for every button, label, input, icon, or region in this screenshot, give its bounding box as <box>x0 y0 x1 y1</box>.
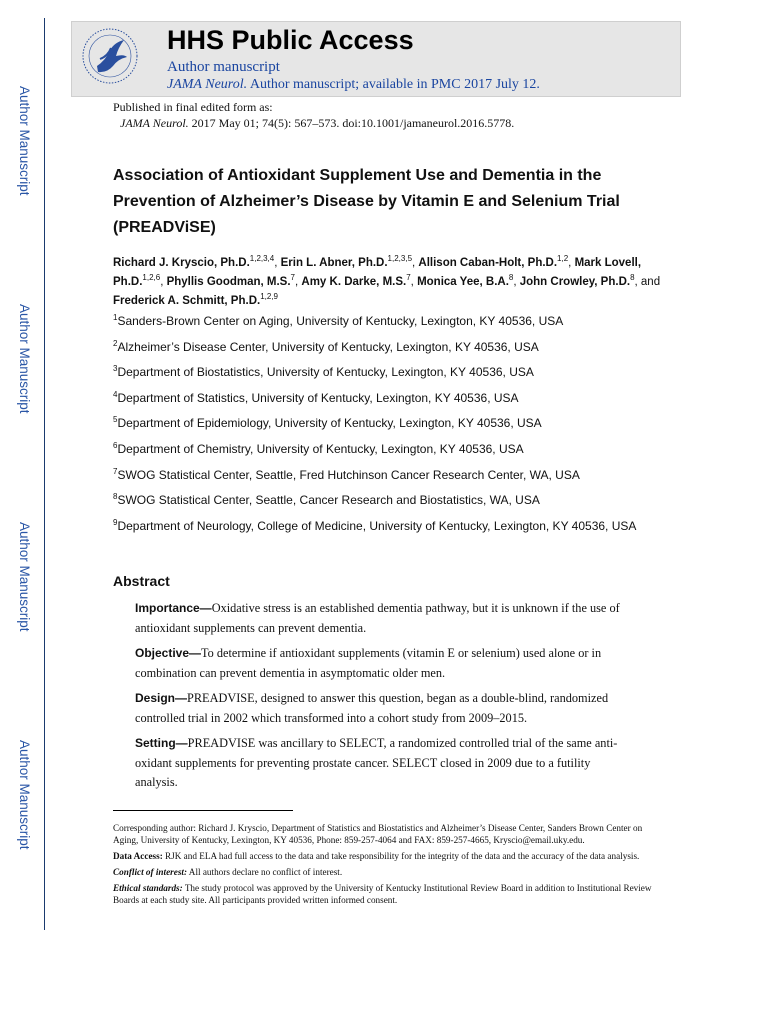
author-name: Richard J. Kryscio, Ph.D. <box>113 257 250 269</box>
footnote-text: The study protocol was approved by the University of Kentucky Institutional Review Board in addition to Institutional Review Boards at each study site. All participants provided written informed consent. <box>113 883 652 905</box>
author-affiliation-marks: 8 <box>508 273 514 283</box>
affiliation-text: SWOG Statistical Center, Seattle, Cancer Research and Biostatistics, WA, USA <box>117 493 540 508</box>
author-list: Richard J. Kryscio, Ph.D.$^{1,2,3,4}$, Erin L. Abner, Ph.D.$^{1,2,3,5}$, Allison Caban-Holt, Ph.D.$^{1,2}$, Mark Lovell, Ph.D.$^{1,2,6}$, Phyllis Goodman, M.S.$^7$, Amy K. Darke, M.S.$^7$, Monica Yee, B.A.$^8$, John Crowley, Ph.D.$^8$, and Frederick A. Schmitt, Ph.D.$^{1,2,9}$ <box>113 254 661 307</box>
affiliation <box>113 517 673 535</box>
affiliation <box>113 312 673 330</box>
footnote <box>113 822 658 846</box>
affiliation-text: Department of Chemistry, University of Kentucky, Lexington, KY 40536, USA <box>117 441 524 456</box>
affiliation-number: 6 <box>113 440 118 450</box>
abstract-section-label: Importance— <box>135 601 212 615</box>
affiliation-number: 4 <box>113 389 118 399</box>
footnote-label: Data Access: <box>113 851 163 861</box>
footnote-divider <box>113 810 293 811</box>
affiliation <box>113 389 673 407</box>
author-affiliation-marks: 1,2,9 <box>260 292 278 302</box>
abstract-section <box>135 644 635 683</box>
affiliation-list <box>113 312 673 542</box>
abstract-section <box>135 599 635 638</box>
affiliation-number: 8 <box>113 492 118 502</box>
abstract-section <box>135 734 635 793</box>
footnote <box>113 882 658 906</box>
affiliation <box>113 338 673 356</box>
author-name: John Crowley, Ph.D. <box>519 276 631 288</box>
footnote <box>113 866 658 878</box>
affiliation-text: Department of Biostatistics, University of Kentucky, Lexington, KY 40536, USA <box>117 365 534 380</box>
footnotes <box>113 822 658 910</box>
affiliation-text: Department of Neurology, College of Medicine, University of Kentucky, Lexington, KY 40536, USA <box>117 518 637 533</box>
affiliation-text: Sanders-Brown Center on Aging, University of Kentucky, Lexington, KY 40536, USA <box>117 314 564 328</box>
author-name: Mark Lovell, Ph.D. <box>113 257 642 288</box>
author-affiliation-marks: 1,2,3,5 <box>387 254 413 264</box>
affiliation-text: Department of Epidemiology, University of Kentucky, Lexington, KY 40536, USA <box>117 416 542 431</box>
affiliation-text: Alzheimer’s Disease Center, University of Kentucky, Lexington, KY 40536, USA <box>117 339 539 354</box>
footnote <box>113 850 658 862</box>
author-name: Allison Caban-Holt, Ph.D. <box>418 257 558 269</box>
affiliation <box>113 363 673 381</box>
article-title: Association of Antioxidant Supplement Use and Dementia in the Prevention of Alzheimer’s Disease by Vitamin E and Selenium Trial (PREADViSE) <box>113 167 620 236</box>
affiliation <box>113 491 673 509</box>
published-info: Published in final edited form as: JAMA Neurol. 2017 May 01; 74(5): 567–573. doi:10.1001/jamaneurol.2016.5778. <box>113 100 515 130</box>
footnote-text: All authors declare no conflict of interest. <box>187 867 343 877</box>
author-name: Phyllis Goodman, M.S. <box>166 276 291 288</box>
hhs-header <box>71 21 681 97</box>
abstract-section-text: To determine if antioxidant supplements (vitamin E or selenium) used alone or in combination can prevent dementia in asymptomatic older men. <box>135 646 602 680</box>
author-name: Frederick A. Schmitt, Ph.D. <box>113 295 261 307</box>
footnote-text: RJK and ELA had full access to the data and take responsibility for the integrity of the data and the accuracy of the data analysis. <box>162 851 640 861</box>
author-name: Amy K. Darke, M.S. <box>301 276 407 288</box>
author-name: Monica Yee, B.A. <box>417 276 509 288</box>
author-affiliation-marks: 1,2,6 <box>142 273 161 283</box>
abstract-section-label: Design— <box>135 691 188 705</box>
affiliation-text: Department of Statistics, University of Kentucky, Lexington, KY 40536, USA <box>117 390 519 405</box>
author-affiliation-marks: 1,2,3,4 <box>249 254 275 264</box>
abstract-section-label: Setting— <box>135 736 188 750</box>
affiliation-number: 2 <box>113 338 118 348</box>
author-affiliation-marks: 8 <box>630 273 635 283</box>
affiliation-number: 5 <box>113 415 118 425</box>
margin-rule <box>44 18 45 930</box>
header-subtitle: Author manuscript <box>167 59 280 75</box>
affiliation <box>113 414 673 432</box>
affiliation <box>113 440 673 458</box>
author-affiliation-marks: 7 <box>290 273 295 283</box>
author-name: Erin L. Abner, Ph.D. <box>280 257 388 269</box>
affiliation <box>113 466 673 484</box>
affiliation-text: SWOG Statistical Center, Seattle, Fred Hutchinson Cancer Research Center, WA, USA <box>117 467 580 482</box>
header-availability: JAMA Neurol. Author manuscript; available in PMC 2017 July 12. <box>167 77 540 92</box>
abstract-section-text: PREADVISE, designed to answer this question, began as a double-blind, randomized controlled trial in 2002 which transformed into a cohort study from 2009–2015. <box>135 691 609 725</box>
abstract-section-text: Oxidative stress is an established dementia pathway, but it is unknown if the use of antioxidant supplements can prevent dementia. <box>135 601 620 635</box>
footnote-text: Corresponding author: Richard J. Kryscio, Department of Statistics and Biostatistics and Alzheimer’s Disease Center, Sanders Brown Center on Aging, University of Kentucky, Lexington, KY 40536, Phone: 859-257-4064 and FAX: 859-257-4665, Kryscio@email.uky.edu. <box>113 823 643 845</box>
abstract-section-text: PREADVISE was ancillary to SELECT, a randomized controlled trial of the same anti-oxidant supplements for preventing prostate cancer. SELECT closed in 2009 due to a futility analysis. <box>135 736 618 789</box>
hhs-eagle-seal-icon <box>80 26 140 86</box>
footnote-label: Ethical standards: <box>113 883 183 893</box>
footnote-label: Conflict of interest: <box>113 867 188 877</box>
author-affiliation-marks: 1,2 <box>557 254 569 264</box>
author-affiliation-marks: 7 <box>406 273 411 283</box>
affiliation-number: 1 <box>113 313 118 322</box>
affiliation-number: 7 <box>113 466 118 476</box>
abstract-section-label: Objective— <box>135 646 202 660</box>
affiliation-number: 9 <box>113 517 118 527</box>
affiliation-number: 3 <box>113 364 118 374</box>
abstract-heading: Abstract <box>113 573 170 589</box>
header-title: HHS Public Access <box>167 25 414 55</box>
abstract-body <box>135 599 635 799</box>
abstract-section <box>135 689 635 728</box>
